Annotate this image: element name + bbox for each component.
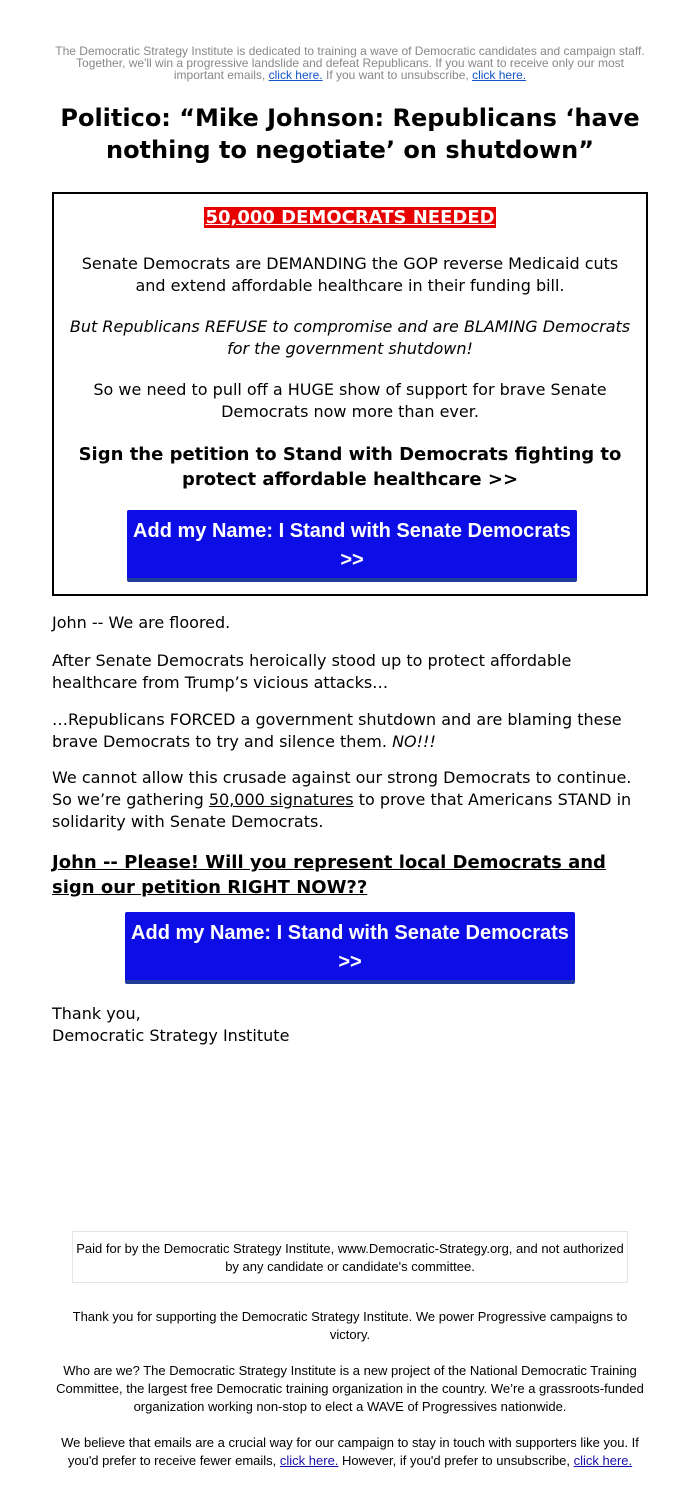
headline: Politico: “Mike Johnson: Republicans ‘have nothing to negotiate’ on shutdown”: [60, 104, 640, 164]
paid-for-disclaimer: Paid for by the Democratic Strategy Institute, www.Democratic-Strategy.org, and not authorized by any candidate or candidate's committee.: [72, 1231, 628, 1283]
preheader-text: The Democratic Strategy Institute is dedicated to training a wave of Democratic candidates and campaign staff. Together, we'll win a progressive landslide and defeat Republicans. If you want to receive only our most important emails,: [55, 44, 645, 82]
body-paragraph-shutdown: [52, 709, 652, 753]
preheader: [52, 45, 648, 81]
signatures-link[interactable]: 50,000 signatures: [208, 790, 354, 809]
body-signatures-pre: We cannot allow this crusade against our strong Democrats to continue. So we’re gathering: [52, 768, 632, 809]
petition-callout-box: [52, 192, 648, 596]
body-shutdown-text: …Republicans FORCED a government shutdown and are blaming these brave Democrats to try and silence them.: [52, 710, 622, 751]
body-shutdown-emphasis: NO!!!: [392, 732, 436, 751]
petition-ask-link[interactable]: John -- Please! Will you represent local Democrats and sign our petition RIGHT NOW??: [52, 852, 606, 898]
signoff-thanks: Thank you,: [52, 1004, 141, 1023]
footer-fewer-emails-link[interactable]: click here.: [279, 1453, 339, 1468]
democrats-needed-banner: 50,000 DEMOCRATS NEEDED: [205, 207, 495, 228]
add-my-name-button-bottom[interactable]: Add my Name: I Stand with Senate Democrats >>: [125, 912, 575, 984]
preheader-important-emails-link[interactable]: click here.: [268, 68, 323, 82]
footer-unsubscribe-link[interactable]: click here.: [573, 1453, 633, 1468]
footer-pref-mid: However, if you'd prefer to unsubscribe,: [342, 1453, 570, 1468]
body-signatures-post: to prove that Americans STAND in solidarity with Senate Democrats.: [52, 790, 632, 831]
callout-paragraph-refuse: But Republicans REFUSE to compromise and are BLAMING Democrats for the government shutdown!: [69, 317, 631, 358]
signoff: [52, 1003, 652, 1047]
signoff-organization: Democratic Strategy Institute: [52, 1026, 290, 1045]
greeting-paragraph: John -- We are floored.: [52, 613, 231, 632]
preheader-middle-text: If you want to unsubscribe,: [325, 68, 469, 82]
footer-thanks: Thank you for supporting the Democratic Strategy Institute. We power Progressive campaigns to victory.: [72, 1309, 628, 1342]
footer-who-are-we: Who are we? The Democratic Strategy Institute is a new project of the National Democratic Training Committee, the largest free Democratic training organization in the country. We’re a grassroots-funded organization working non-stop to elect a WAVE of Progressives nationwide.: [56, 1363, 644, 1414]
preheader-unsubscribe-link[interactable]: click here.: [472, 68, 527, 82]
footer-pref-pre: We believe that emails are a crucial way for our campaign to stay in touch with supporters like you. If you'd prefer to receive fewer emails,: [61, 1435, 639, 1468]
callout-paragraph-demand: Senate Democrats are DEMANDING the GOP reverse Medicaid cuts and extend affordable healthcare in their funding bill.: [81, 254, 619, 295]
footer-email-preferences: [52, 1434, 648, 1470]
add-my-name-button-top[interactable]: Add my Name: I Stand with Senate Democrats >>: [127, 510, 577, 582]
callout-paragraph-support: So we need to pull off a HUGE show of support for brave Senate Democrats now more than ever.: [93, 380, 607, 421]
callout-petition-cta: Sign the petition to Stand with Democrats fighting to protect affordable healthcare >>: [78, 444, 622, 490]
body-paragraph-signatures: [52, 767, 652, 833]
body-paragraph-healthcare: After Senate Democrats heroically stood up to protect affordable healthcare from Trump’s vicious attacks…: [52, 651, 572, 692]
callout-banner: [54, 206, 646, 230]
